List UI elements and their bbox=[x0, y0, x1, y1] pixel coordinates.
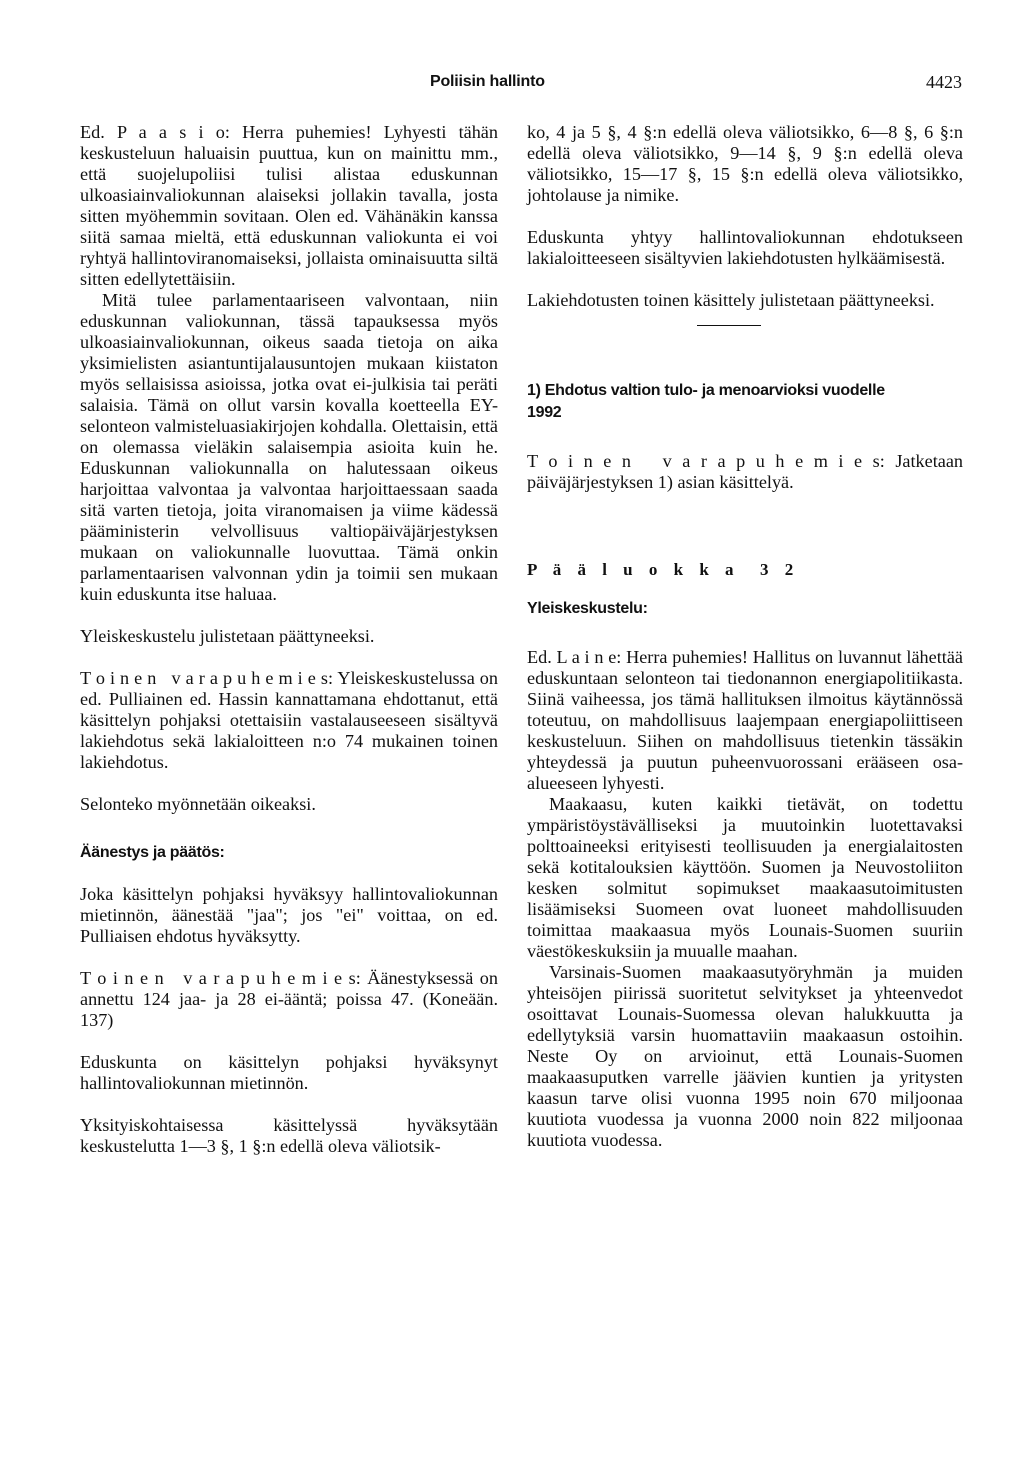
paragraph bbox=[527, 451, 963, 493]
paragraph: Varsinais-Suomen maakaasutyöryhmän ja muiden yhteisöjen piirissä suoritetut selvitykset ja yhteenvedot osoittavat Lounais-Suomessa olevan halukkuutta ja edellytyksiä varsin huomattaviin maakaasun ostoihin. Neste Oy on arvioinut, että Lounais-Suomen maakaasuputken varrelle jäävien kuntien ja yritysten kaasun tarve olisi vuonna 1995 noin 670 miljoonaa kuutiota vuodessa ja vuonna 2000 noin 822 miljoonaa kuutiota vuodessa. bbox=[527, 962, 963, 1150]
paragraph: Eduskunta on käsittelyn pohjaksi hyväksynyt hallintovaliokunnan mietinnön. bbox=[80, 1052, 498, 1093]
paragraph: ko, 4 ja 5 §, 4 §:n edellä oleva väliotsikko, 6—8 §, 6 §:n edellä oleva väliotsikko, 9—14 §, 9 §:n edellä oleva väliotsikko, 15—17 §, 15 §:n edellä oleva väliotsikko, johtolause ja nimike. bbox=[527, 122, 963, 205]
page-number: 4423 bbox=[926, 72, 962, 92]
left-column bbox=[80, 122, 498, 1157]
paragraph bbox=[527, 647, 963, 794]
paragraph bbox=[80, 122, 498, 290]
right-column bbox=[527, 122, 963, 1151]
speaker-name: P a a s i o bbox=[116, 122, 225, 142]
section-heading: Yleiskeskustelu: bbox=[527, 600, 648, 617]
speaker-name: T o i n e n v a r a p u h e m i e s bbox=[80, 968, 356, 988]
section-title: P ä ä l u o k k a 3 2 bbox=[527, 560, 800, 579]
paragraph: Yleiskeskustelu julistetaan päättyneeksi. bbox=[80, 626, 375, 646]
paragraph: Eduskunta yhtyy hallintovaliokunnan ehdotukseen lakialoitteeseen sisältyvien lakiehdotusten hylkäämisestä. bbox=[527, 227, 963, 268]
paragraph bbox=[80, 968, 498, 1031]
paragraph: Lakiehdotusten toinen käsittely julistetaan päättyneeksi. bbox=[527, 290, 935, 310]
page-header-title: Poliisin hallinto bbox=[430, 73, 545, 90]
agenda-item-title bbox=[527, 380, 963, 424]
section-heading: Äänestys ja päätös: bbox=[80, 844, 225, 861]
paragraph-text: : Herra puhemies! Hallitus on luvannut lähettää eduskuntaan selonteon tai tiedonannon energiapolitiikasta. Siinä vaiheessa, jos tämä hallituksen ilmoitus käytännössä toteutuu, on mahdollisuus laajempaan energiapoliittiseen keskusteluun. Siihen on mahdollisuus tietenkin tässäkin yhteydessä ja puutun puheenvuorossani erääseen osa-alueeseen lyhyesti. bbox=[527, 647, 963, 793]
paragraph bbox=[80, 668, 498, 773]
agenda-title-line: 1) Ehdotus valtion tulo- ja menoarvioksi vuodelle bbox=[527, 382, 885, 399]
paragraph-text: : Yleiskeskustelussa on ed. Pulliainen ed. Hassin kannattamana ehdottanut, että käsittelyn pohjaksi otettaisiin vastalauseeseen sisältyvä lakiehdotus sekä lakialoitteen n:o 74 mukainen toinen lakiehdotus. bbox=[80, 668, 498, 772]
agenda-title-line: 1992 bbox=[527, 404, 562, 421]
paragraph: Joka käsittelyn pohjaksi hyväksyy hallintovaliokunnan mietinnön, äänestää "jaa"; jos "ei" voittaa, on ed. Pulliaisen ehdotus hyväksytty. bbox=[80, 884, 498, 946]
paragraph: Selonteko myönnetään oikeaksi. bbox=[80, 794, 316, 814]
paragraph: Mitä tulee parlamentaariseen valvontaan, niin eduskunnan valiokunnan, tässä tapauksessa myös ulkoasiainvaliokunnan, oikeus saada tietoja on aika yksimielisten asiantuntijalausuntojen mukaan kiistaton myös sellaisissa asioissa, jotka ovat ei-julkisia tai peräti salaisia. Tämä on ollut varsin kovalla koetteella EY-selonteon valmisteluasiakirjojen kohdalla. Olettaisin, että on olemassa vieläkin salaisempia asioita kuin he. Eduskunnan valiokunnalla on halutessaan oikeus harjoittaa valvontaa ja valvontaa harjoittaessaan saada sitä varten tietoja, joita viranomaisen ja viime kädessä pääministerin velvollisuus valtiopäiväjärjestyksen mukaan on valiokunnalle luovuttaa. Tämä onkin parlamentaarisen valvonnan ydin ja toimii sen mukaan kuin eduskunta itse haluaa. bbox=[80, 290, 498, 604]
speaker-name: T o i n e n v a r a p u h e m i e s bbox=[80, 668, 328, 688]
speaker-name: T o i n e n v a r a p u h e m i e s bbox=[527, 451, 880, 471]
speaker-name: L a i n e bbox=[556, 647, 617, 667]
paragraph-text: : Herra puhemies! Lyhyesti tähän keskusteluun haluaisin puuttua, kun on mainittu mm., että suojelupoliisi tulisi alistaa eduskunnan ulkoasiainvaliokunnan alaiseksi jollakin tavalla, josta sitten myöhemmin sovitaan. Olen ed. Vähänäkin kanssa siitä samaa mieltä, että eduskunnan valiokunta ei voi ryhtyä hallintoviranomaiseksi, jollaista ominaisuutta siltä sitten edellytettäisiin. bbox=[80, 122, 498, 289]
speaker-prefix: Ed. bbox=[80, 122, 117, 142]
paragraph-text: : Äänestyksessä on annettu 124 jaa- ja 28 ei-ääntä; poissa 47. (Koneään. 137) bbox=[80, 968, 498, 1030]
speaker-prefix: Ed. bbox=[527, 647, 557, 667]
section-divider bbox=[697, 325, 761, 326]
paragraph-text: : Jatketaan päiväjärjestyksen 1) asian käsittelyä. bbox=[527, 451, 964, 492]
paragraph: Maakaasu, kuten kaikki tietävät, on todettu ympäristöystävälliseksi ja muutoinkin luotettavaksi polttoaineeksi erityisesti teollisuuden ja energialaitosten sekä kotitalouksien käyttöön. Suomen ja Neuvostoliiton kesken solmitut sopimukset maakaasutoimitusten lisäämiseksi Suomeen ovat luoneet mahdollisuuden toimittaa maakaasua myös Lounais-Suomen suuriin väestökeskuksiin ja muualle maahan. bbox=[527, 794, 963, 961]
paragraph: Yksityiskohtaisessa käsittelyssä hyväksytään keskustelutta 1—3 §, 1 §:n edellä oleva väliotsik- bbox=[80, 1115, 498, 1156]
